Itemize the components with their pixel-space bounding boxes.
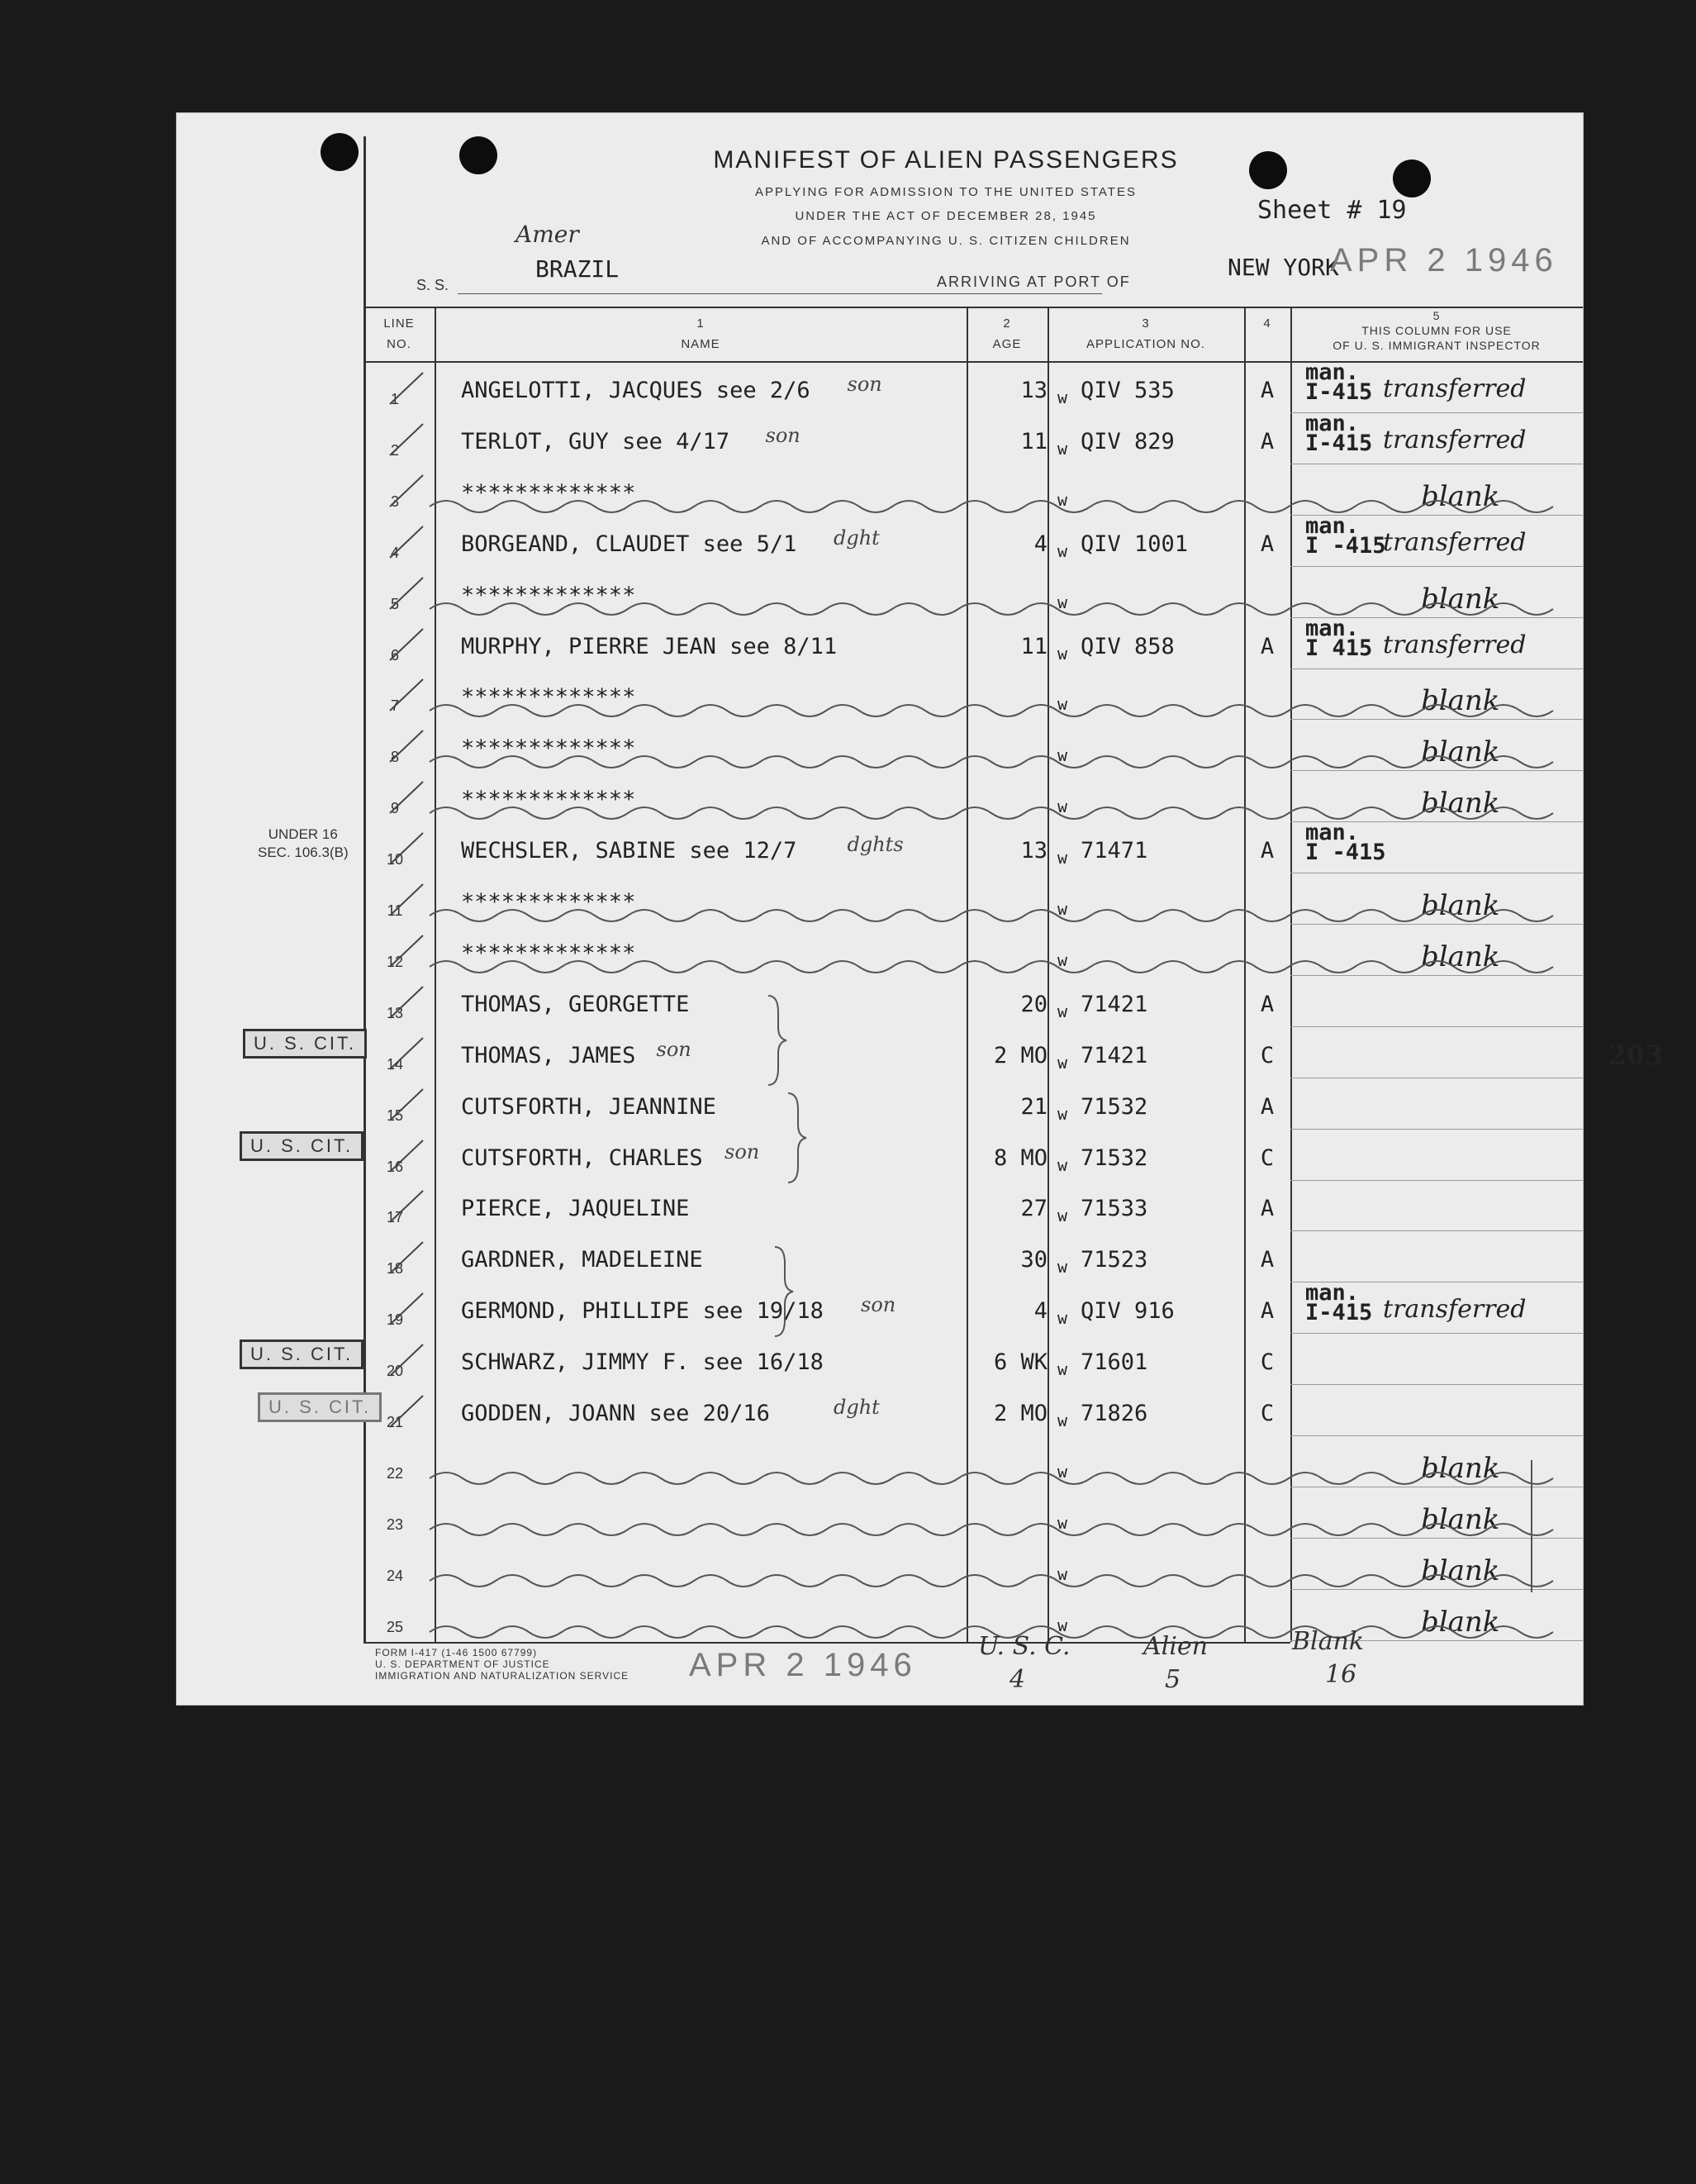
handwritten-marks bbox=[177, 113, 1583, 1705]
department: U. S. DEPARTMENT OF JUSTICE bbox=[375, 1658, 550, 1670]
application-number: QIV 829 bbox=[1081, 428, 1175, 454]
application-number: QIV 1001 bbox=[1081, 531, 1189, 557]
manifest-title: MANIFEST OF ALIEN PASSENGERS bbox=[713, 146, 1179, 174]
w-mark: w bbox=[1057, 899, 1068, 919]
class-code: C bbox=[1260, 1042, 1275, 1068]
application-number: QIV 916 bbox=[1081, 1298, 1175, 1325]
w-mark: w bbox=[1057, 1359, 1068, 1380]
passenger-age: 27 bbox=[1020, 1196, 1048, 1222]
passenger-name: SCHWARZ, JIMMY F. see 16/18 bbox=[461, 1349, 824, 1376]
line-number: 13 bbox=[386, 1004, 404, 1021]
application-number: 71532 bbox=[1081, 1144, 1148, 1171]
w-mark: w bbox=[1057, 388, 1068, 407]
passenger-age: 4 bbox=[1033, 531, 1048, 557]
us-cit-stamp: U. S. CIT. bbox=[240, 1339, 363, 1369]
passenger-age: 4 bbox=[1033, 1298, 1048, 1325]
passenger-name: GARDNER, MADELEINE bbox=[461, 1247, 703, 1273]
inspector-handwriting: blank bbox=[1421, 735, 1500, 769]
inspector-handwriting: blank bbox=[1421, 889, 1500, 922]
application-number: 71421 bbox=[1081, 991, 1148, 1017]
passenger-name: CUTSFORTH, CHARLES bbox=[461, 1144, 703, 1171]
inspector-handwriting: transferred bbox=[1383, 630, 1527, 659]
application-number: QIV 858 bbox=[1081, 633, 1175, 659]
line-number: 11 bbox=[387, 902, 403, 919]
form-number: FORM I-417 (1-46 1500 67799) bbox=[375, 1647, 538, 1658]
w-mark: w bbox=[1057, 592, 1068, 612]
name-annotation: son bbox=[656, 1037, 691, 1061]
inspector-note-1: man. bbox=[1305, 820, 1360, 846]
passenger-name: ************* bbox=[461, 479, 636, 506]
passenger-name: THOMAS, JAMES bbox=[461, 1042, 636, 1068]
inspector-note-1: man. bbox=[1305, 1280, 1360, 1306]
inspector-note-1: man. bbox=[1305, 615, 1360, 641]
name-annotation: dght bbox=[834, 526, 880, 550]
manifest-sheet bbox=[177, 113, 1664, 1705]
class-code: A bbox=[1260, 1196, 1275, 1222]
passenger-age: 30 bbox=[1020, 1247, 1048, 1273]
line-number: 1 bbox=[390, 391, 399, 407]
w-mark: w bbox=[1057, 1154, 1068, 1175]
date-stamp: APR 2 1946 bbox=[1330, 242, 1558, 278]
inspector-note-1: man. bbox=[1305, 359, 1360, 385]
passenger-name: CUTSFORTH, JEANNINE bbox=[461, 1093, 716, 1120]
line-number: 20 bbox=[386, 1363, 404, 1380]
w-mark: w bbox=[1057, 1563, 1068, 1584]
line-number: 16 bbox=[386, 1158, 404, 1175]
tally-usc: U. S. C. bbox=[978, 1632, 1071, 1661]
application-number: 71533 bbox=[1081, 1196, 1148, 1222]
inspector-handwriting: blank bbox=[1421, 1502, 1500, 1536]
passenger-name: GODDEN, JOANN see 20/16 bbox=[461, 1401, 770, 1426]
tally-alien: Alien bbox=[1143, 1632, 1208, 1661]
line-number: 2 bbox=[390, 441, 399, 459]
subtitle-1: APPLYING FOR ADMISSION TO THE UNITED STATES bbox=[755, 185, 1137, 199]
passenger-age: 8 MO bbox=[993, 1144, 1048, 1171]
subtitle-2: UNDER THE ACT OF DECEMBER 28, 1945 bbox=[795, 209, 1097, 223]
w-mark: w bbox=[1057, 1052, 1068, 1073]
passenger-age: 11 bbox=[1020, 428, 1048, 454]
class-code: A bbox=[1260, 991, 1275, 1017]
under16-label: UNDER 16 bbox=[268, 826, 338, 842]
passenger-age: 6 WK bbox=[993, 1349, 1048, 1376]
inspector-note-2: I -415 bbox=[1305, 532, 1386, 559]
bracket bbox=[768, 996, 786, 1085]
inspector-note-1: man. bbox=[1305, 410, 1360, 436]
col-line-label: LINE bbox=[383, 316, 415, 331]
inspector-handwriting: blank bbox=[1421, 582, 1500, 616]
passenger-age: 13 bbox=[1020, 378, 1048, 403]
passenger-name: THOMAS, GEORGETTE bbox=[461, 991, 690, 1017]
tally-alien-count: 5 bbox=[1165, 1665, 1181, 1694]
name-annotation: son bbox=[847, 373, 882, 396]
inspector-note-2: I-415 bbox=[1305, 1300, 1373, 1326]
class-code: A bbox=[1260, 378, 1275, 403]
col-app-label: APPLICATION NO. bbox=[1086, 337, 1205, 351]
line-number: 4 bbox=[390, 544, 399, 561]
col-number: 2 bbox=[1003, 316, 1011, 331]
w-mark: w bbox=[1057, 797, 1068, 817]
w-mark: w bbox=[1057, 1103, 1068, 1124]
inspector-note-2: I 415 bbox=[1305, 635, 1373, 661]
inspector-handwriting: transferred bbox=[1383, 425, 1527, 454]
line-number: 19 bbox=[386, 1311, 404, 1329]
name-annotation: son bbox=[765, 423, 800, 447]
passenger-name: ************* bbox=[461, 735, 636, 762]
line-number: 3 bbox=[390, 492, 399, 510]
tally-blank-count: 16 bbox=[1325, 1660, 1357, 1689]
class-code: A bbox=[1260, 633, 1275, 659]
col-inspector-label-2: OF U. S. IMMIGRANT INSPECTOR bbox=[1333, 339, 1541, 352]
application-number: 71523 bbox=[1081, 1247, 1148, 1273]
inspector-handwriting: blank bbox=[1421, 940, 1500, 973]
line-number: 9 bbox=[390, 800, 399, 817]
subtitle-3: AND OF ACCOMPANYING U. S. CITIZEN CHILDREN bbox=[761, 234, 1131, 248]
application-number: 71471 bbox=[1081, 838, 1148, 864]
w-mark: w bbox=[1057, 438, 1068, 459]
application-number: 71826 bbox=[1081, 1401, 1148, 1426]
line-number: 5 bbox=[390, 595, 399, 612]
name-annotation: son bbox=[724, 1140, 760, 1163]
passenger-name: ************* bbox=[461, 582, 636, 608]
class-code: A bbox=[1260, 1298, 1275, 1325]
inspector-handwriting: transferred bbox=[1383, 1295, 1527, 1325]
col-name-label: NAME bbox=[681, 337, 720, 351]
passenger-name: BORGEAND, CLAUDET see 5/1 bbox=[461, 531, 797, 557]
inspector-handwriting: transferred bbox=[1383, 374, 1527, 403]
passenger-name: MURPHY, PIERRE JEAN see 8/11 bbox=[461, 633, 838, 659]
name-annotation: dght bbox=[834, 1396, 880, 1419]
line-number: 6 bbox=[390, 646, 399, 664]
inspector-note-2: I-415 bbox=[1305, 430, 1373, 456]
line-number: 17 bbox=[386, 1209, 404, 1226]
passenger-name: WECHSLER, SABINE see 12/7 bbox=[461, 838, 797, 864]
name-annotation: son bbox=[861, 1293, 896, 1317]
passenger-age: 11 bbox=[1020, 633, 1048, 659]
line-number: 8 bbox=[390, 749, 399, 766]
service-name: IMMIGRATION AND NATURALIZATION SERVICE bbox=[375, 1670, 629, 1682]
application-number: QIV 535 bbox=[1081, 378, 1175, 403]
us-cit-stamp: U. S. CIT. bbox=[243, 1029, 367, 1059]
sheet-number: Sheet # 19 bbox=[1257, 196, 1407, 225]
line-number: 22 bbox=[386, 1464, 404, 1482]
passenger-name: ANGELOTTI, JACQUES see 2/6 bbox=[461, 378, 810, 403]
w-mark: w bbox=[1057, 848, 1068, 868]
w-mark: w bbox=[1057, 1411, 1068, 1430]
line-number: 18 bbox=[386, 1260, 404, 1278]
passenger-name: GERMOND, PHILLIPE see 19/18 bbox=[461, 1298, 824, 1325]
inspector-note-2: 203 bbox=[1608, 1039, 1664, 1071]
passenger-age: 20 bbox=[1020, 991, 1048, 1017]
ss-label: S. S. bbox=[416, 277, 449, 293]
name-annotation: dghts bbox=[847, 833, 904, 857]
inspector-note-1: man. bbox=[1305, 512, 1360, 539]
us-cit-stamp: U. S. CIT. bbox=[240, 1131, 363, 1161]
inspector-handwriting: blank bbox=[1421, 1451, 1500, 1485]
line-number: 15 bbox=[386, 1106, 404, 1124]
inspector-note-2: I-415 bbox=[1305, 379, 1373, 405]
ship-name: BRAZIL bbox=[535, 255, 620, 283]
ship-note: Amer bbox=[515, 221, 579, 248]
application-number: 71601 bbox=[1081, 1349, 1148, 1376]
line-number: 7 bbox=[390, 697, 399, 715]
w-mark: w bbox=[1057, 1461, 1068, 1482]
passenger-name: ************* bbox=[461, 940, 636, 966]
passenger-age: 13 bbox=[1020, 838, 1048, 864]
arriving-label: ARRIVING AT PORT OF bbox=[937, 274, 1131, 290]
inspector-handwriting: blank bbox=[1421, 787, 1500, 821]
passenger-age: 21 bbox=[1020, 1093, 1048, 1120]
class-code: A bbox=[1260, 1247, 1275, 1273]
col-number: 5 bbox=[1432, 309, 1441, 322]
line-number: 14 bbox=[386, 1055, 404, 1073]
w-mark: w bbox=[1057, 694, 1068, 715]
under16-section: SEC. 106.3(B) bbox=[258, 845, 349, 860]
line-number: 21 bbox=[386, 1414, 404, 1430]
passenger-age: 2 MO bbox=[993, 1042, 1048, 1068]
passenger-age: 2 MO bbox=[993, 1401, 1048, 1426]
inspector-handwriting: blank bbox=[1421, 684, 1500, 718]
us-cit-stamp: U. S. CIT. bbox=[258, 1392, 382, 1422]
inspector-handwriting: transferred bbox=[1383, 527, 1527, 557]
passenger-name: TERLOT, GUY see 4/17 bbox=[461, 428, 730, 454]
inspector-handwriting: blank bbox=[1421, 1554, 1500, 1587]
w-mark: w bbox=[1057, 1206, 1068, 1226]
tally-blank: Blank bbox=[1292, 1627, 1365, 1656]
class-code: C bbox=[1260, 1144, 1275, 1171]
application-number: 71421 bbox=[1081, 1042, 1148, 1068]
w-mark: w bbox=[1057, 540, 1068, 561]
class-code: C bbox=[1260, 1401, 1275, 1426]
line-number: 23 bbox=[386, 1515, 404, 1533]
class-code: A bbox=[1260, 531, 1275, 557]
bracket bbox=[788, 1093, 806, 1182]
inspector-handwriting: blank bbox=[1421, 1605, 1500, 1639]
inspector-note-2: I -415 bbox=[1305, 840, 1386, 866]
col-number: 4 bbox=[1263, 316, 1271, 331]
footer-date-stamp: APR 2 1946 bbox=[689, 1647, 917, 1683]
inspector-handwriting: blank bbox=[1421, 479, 1500, 513]
bracket bbox=[775, 1247, 793, 1336]
w-mark: w bbox=[1057, 949, 1068, 970]
line-number: 25 bbox=[386, 1618, 404, 1635]
passenger-name: PIERCE, JAQUELINE bbox=[461, 1196, 690, 1222]
application-number: 71532 bbox=[1081, 1093, 1148, 1120]
col-number: 3 bbox=[1142, 316, 1150, 331]
port-name: NEW YORK bbox=[1228, 254, 1339, 281]
w-mark: w bbox=[1057, 745, 1068, 766]
line-number: 12 bbox=[386, 953, 404, 970]
passenger-name: ************* bbox=[461, 889, 636, 915]
col-inspector-label-1: THIS COLUMN FOR USE bbox=[1361, 324, 1512, 337]
col-age-label: AGE bbox=[992, 337, 1022, 351]
passenger-name: ************* bbox=[461, 787, 636, 813]
w-mark: w bbox=[1057, 1512, 1068, 1533]
w-mark: w bbox=[1057, 1257, 1068, 1278]
class-code: A bbox=[1260, 838, 1275, 864]
w-mark: w bbox=[1057, 1615, 1068, 1635]
w-mark: w bbox=[1057, 643, 1068, 664]
tally-usc-count: 4 bbox=[1010, 1665, 1026, 1694]
col-line-no-label: NO. bbox=[387, 337, 411, 351]
class-code: A bbox=[1260, 1093, 1275, 1120]
class-code: C bbox=[1260, 1349, 1275, 1376]
w-mark: w bbox=[1057, 489, 1068, 510]
passenger-name: ************* bbox=[461, 684, 636, 711]
col-number: 1 bbox=[696, 316, 705, 331]
w-mark: w bbox=[1057, 1308, 1068, 1329]
line-number: 24 bbox=[386, 1567, 404, 1584]
w-mark: w bbox=[1057, 1001, 1068, 1021]
line-number: 10 bbox=[386, 851, 404, 868]
class-code: A bbox=[1260, 428, 1275, 454]
